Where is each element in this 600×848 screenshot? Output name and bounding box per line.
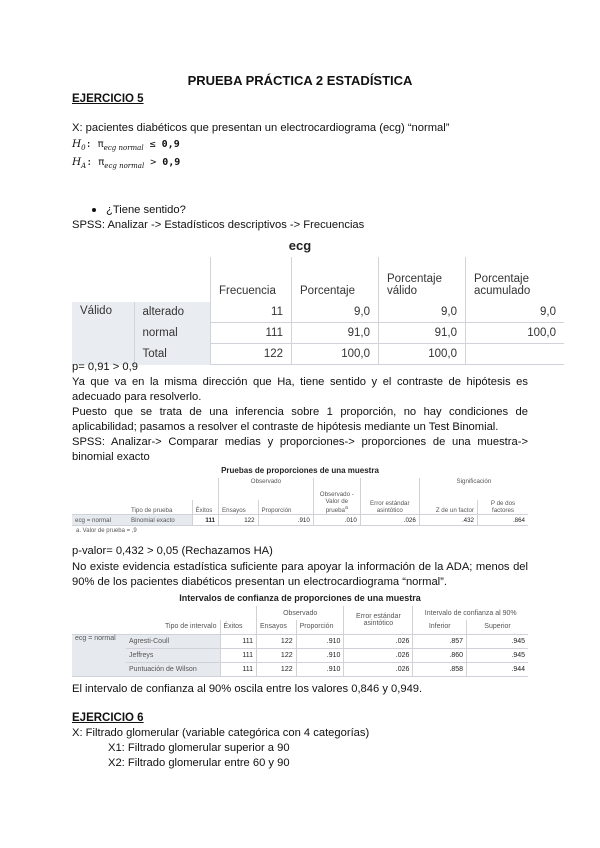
cell-valid: 91,0 (379, 323, 466, 344)
col-p2: P de dos factores (478, 500, 529, 515)
row-tipo: Binomial exacto (128, 515, 192, 526)
col-sup: Superior (467, 620, 528, 634)
group-significacion: Significación (419, 478, 528, 500)
cell-z: .432 (419, 515, 477, 526)
col-porcentaje: Porcentaje (292, 257, 379, 302)
col-z: Z de un factor (419, 500, 477, 515)
cell-exitos: 111 (220, 662, 257, 676)
cell-prop: .910 (258, 515, 313, 526)
binomial-test-table (72, 478, 528, 526)
cell-ensayos: 122 (257, 662, 297, 676)
cell-sup: .945 (467, 634, 528, 648)
page-title: PRUEBA PRÁCTICA 2 ESTADÍSTICA (187, 73, 413, 88)
p-valor-line: p-valor= 0,432 > 0,05 (Rechazamos HA) (72, 545, 273, 557)
cell-cum: 100,0 (466, 323, 565, 344)
cell-pct: 91,0 (292, 323, 379, 344)
col-obsval: Observado - Valor de prueba$^a$ (313, 478, 360, 515)
test-table-title: Pruebas de proporciones de una muestra (221, 466, 379, 475)
col-ensayos-ci: Ensayos (257, 620, 297, 634)
bullet-item: ¿Tiene sentido? (92, 204, 186, 216)
cell-valid: 100,0 (379, 344, 466, 365)
row-var: ecg = normal (72, 515, 128, 526)
table-row (72, 648, 528, 662)
cell-exitos: 111 (220, 648, 257, 662)
interval-conclusion: El intervalo de confianza al 90% oscila entre los valores 0,846 y 0,949. (72, 683, 423, 695)
row-label: alterado (134, 302, 211, 323)
cell-freq: 111 (211, 323, 292, 344)
col-exitos-ci: Éxitos (220, 620, 257, 634)
cell-inf: .858 (413, 662, 467, 676)
col-tipo: Tipo de prueba (131, 507, 173, 514)
row-tipo: Puntuación de Wilson (126, 662, 220, 676)
cell-obsval: .010 (313, 515, 360, 526)
cell-valid: 9,0 (379, 302, 466, 323)
cell-p2: .864 (478, 515, 529, 526)
cell-pct: 100,0 (292, 344, 379, 365)
h0-hypothesis: $H_0$: $\pi_{ecg normal} \le 0,9$ (72, 138, 180, 153)
col-inf: Inferior (413, 620, 467, 634)
cell-exitos: 111 (192, 515, 219, 526)
cell-inf: .860 (413, 648, 467, 662)
row-label: normal (134, 323, 211, 344)
cell-pct: 9,0 (292, 302, 379, 323)
cell-err: .026 (360, 515, 419, 526)
paragraph-2: Puesto que se trata de una inferencia sobre 1 proporción, no hay condiciones de aplicabilidad; pasamos a resolver el contraste de hipótesis mediante un Test Binomial. (72, 406, 528, 434)
x2-definition: X2: Filtrado glomerular entre 60 y 90 (108, 757, 290, 769)
p-line: p= 0,91 > 0,9 (72, 361, 138, 373)
cell-cum (466, 344, 565, 365)
col-porcentaje-valido: Porcentaje válido (379, 257, 466, 302)
ejercicio5-heading: EJERCICIO 5 (72, 93, 144, 105)
col-exitos: Éxitos (192, 500, 219, 515)
cell-ensayos: 122 (257, 648, 297, 662)
cell-ensayos: 122 (257, 634, 297, 648)
col-prop-ci: Proporción (296, 620, 344, 634)
spss-path-1: SPSS: Analizar -> Estadísticos descriptivos -> Frecuencias (72, 219, 365, 231)
bullet-icon (92, 208, 96, 212)
col-prop: Proporción (258, 500, 305, 515)
x-definition-ej6: X: Filtrado glomerular (variable categórica con 4 categorías) (72, 727, 370, 739)
cell-prop: .910 (296, 634, 344, 648)
x-definition: X: pacientes diabéticos que presentan un electrocardiograma (ecg) “normal” (72, 122, 450, 134)
cell-err: .026 (344, 634, 413, 648)
row-tipo: Agresti-Coull (126, 634, 220, 648)
cell-sup: .945 (467, 648, 528, 662)
col-err: Error estándar asintótico (360, 478, 419, 515)
table-row (72, 515, 528, 526)
group-ic: Intervalo de confianza al 90% (413, 606, 528, 620)
cell-prop: .910 (296, 648, 344, 662)
ejercicio6-heading: EJERCICIO 6 (72, 712, 144, 724)
table-row (72, 634, 528, 648)
x1-definition: X1: Filtrado glomerular superior a 90 (108, 742, 290, 754)
cell-err: .026 (344, 662, 413, 676)
cell-prop: .910 (296, 662, 344, 676)
cell-sup: .944 (467, 662, 528, 676)
ha-hypothesis: $H_A$: $\pi_{ecg normal} > 0,9$ (72, 156, 181, 171)
col-tipo-ci: Tipo de intervalo (165, 623, 217, 631)
cell-err: .026 (344, 648, 413, 662)
row-label: Total (134, 344, 211, 365)
cell-freq: 11 (211, 302, 292, 323)
cell-ensayos: 122 (219, 515, 259, 526)
group-observado: Observado (219, 478, 314, 500)
table-row (72, 662, 528, 676)
group-observado-ci: Observado (257, 606, 344, 620)
col-ensayos: Ensayos (219, 500, 259, 515)
cell-freq: 122 (211, 344, 292, 365)
cell-cum: 9,0 (466, 302, 565, 323)
test-table-note: a. Valor de prueba = ,9 (76, 528, 137, 534)
paragraph-4: No existe evidencia estadística suficiente para apoyar la información de la ADA; menos del 90% de los pacientes diabéticos presentan un electrocardiograma “normal”. (72, 561, 528, 589)
cell-inf: .857 (413, 634, 467, 648)
paragraph-3: SPSS: Analizar-> Comparar medias y proporciones-> proporciones de una muestra-> binomial exacto (72, 436, 528, 464)
cell-exitos: 111 (220, 634, 257, 648)
ecg-frequency-table (72, 257, 564, 365)
ci-table (72, 606, 528, 677)
col-frecuencia: Frecuencia (211, 257, 292, 302)
col-porcentaje-acumulado: Porcentaje acumulado (466, 257, 565, 302)
group-valido: Válido (72, 302, 134, 365)
ci-var: ecg = normal (72, 634, 126, 676)
col-err-ci: Error estándar asintótico (344, 606, 413, 634)
ci-table-title: Intervalos de confianza de proporciones de una muestra (179, 593, 421, 603)
paragraph-1: Ya que va en la misma dirección que Ha, tiene sentido y el contraste de hipótesis es adecuado para resolverlo. (72, 376, 528, 404)
row-tipo: Jeffreys (126, 648, 220, 662)
col-prop-spacer (305, 500, 313, 515)
ecg-table-title: ecg (288, 238, 312, 253)
